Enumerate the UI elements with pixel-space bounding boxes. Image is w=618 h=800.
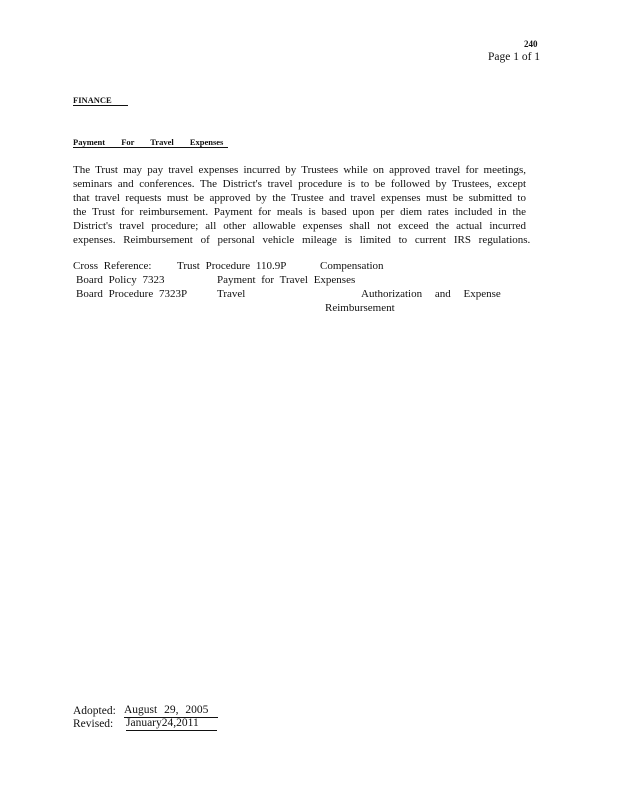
cross-reference-title: Travel bbox=[217, 288, 246, 300]
document-number: 240 bbox=[524, 39, 538, 49]
revised-date: January24,2011 bbox=[126, 717, 217, 731]
policy-title: Payment For Travel Expenses bbox=[73, 137, 228, 148]
cross-reference-ref: Trust Procedure 110.9P bbox=[177, 260, 287, 272]
cross-reference-label: Cross Reference: bbox=[73, 260, 152, 272]
body-line: expenses. Reimbursement of personal vehicle mileage is limited to current IRS regulations. bbox=[73, 234, 531, 246]
cross-reference-title-continued: Reimbursement bbox=[325, 302, 395, 314]
body-line: The Trust may pay travel expenses incurred by Trustees while on approved travel for meetings, bbox=[73, 164, 526, 176]
cross-reference-title: Payment for Travel Expenses bbox=[217, 274, 356, 286]
section-title: FINANCE bbox=[73, 95, 128, 106]
body-line: seminars and conferences. The District's travel procedure is to be followed by Trustees, except bbox=[73, 178, 526, 190]
body-line: District's travel procedure; all other allowable expenses shall not exceed the actual incurred bbox=[73, 220, 526, 232]
adopted-label: Adopted: bbox=[73, 705, 116, 717]
revised-label: Revised: bbox=[73, 718, 114, 730]
cross-reference-ref: Board Procedure 7323P bbox=[76, 288, 188, 300]
body-line: the Trust for reimbursement. Payment for meals is based upon per diem rates included in the bbox=[73, 206, 526, 218]
policy-body bbox=[73, 163, 531, 247]
cross-reference-title-continued: Authorization and Expense bbox=[361, 288, 501, 300]
body-line: that travel requests must be approved by the Trustee and travel expenses must be submitted to bbox=[73, 192, 526, 204]
adopted-date: August 29, 2005 bbox=[124, 704, 218, 718]
cross-reference-ref: Board Policy 7323 bbox=[76, 274, 165, 286]
page-indicator: Page 1 of 1 bbox=[488, 51, 541, 63]
cross-reference-title: Compensation bbox=[320, 260, 384, 272]
